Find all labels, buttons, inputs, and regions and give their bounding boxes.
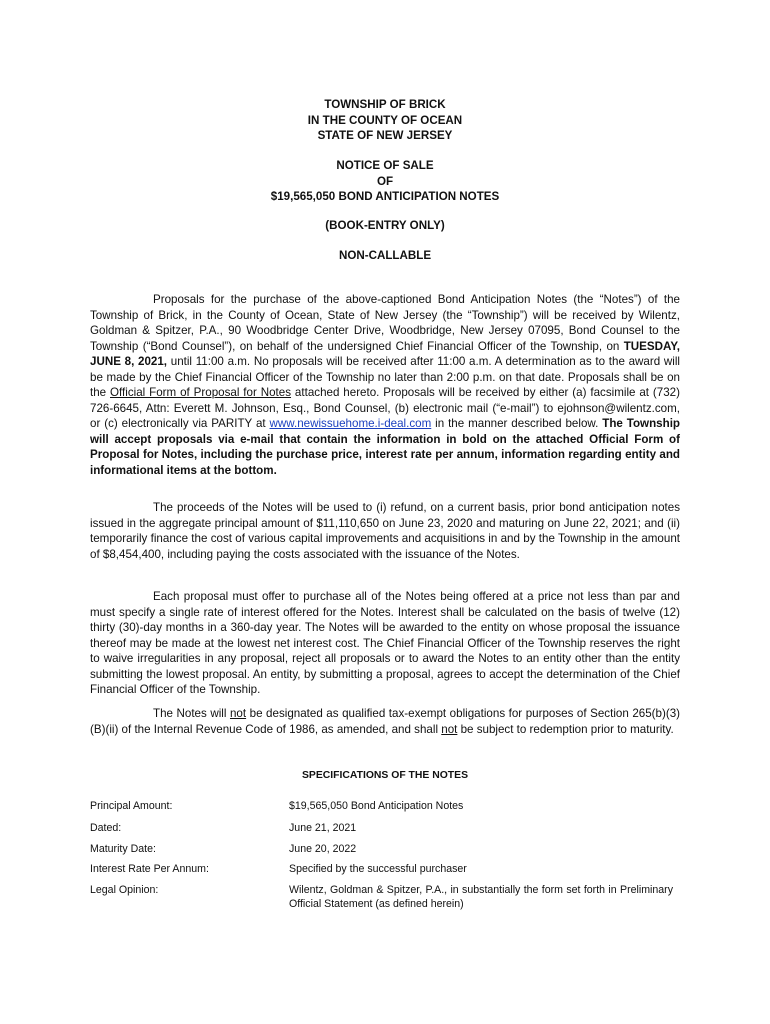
spec-label: Interest Rate Per Annum:	[90, 863, 209, 875]
spec-label: Dated:	[90, 822, 122, 834]
notice-heading	[0, 158, 770, 205]
specifications-title: SPECIFICATIONS OF THE NOTES	[301, 770, 469, 781]
tax-paragraph	[90, 706, 680, 737]
issuer-heading	[0, 97, 770, 144]
proceeds-paragraph	[90, 500, 680, 562]
not-emphasis: not	[441, 722, 458, 736]
proposal-terms-paragraph	[90, 589, 680, 698]
parity-link[interactable]: www.newissuehome.i-deal.com	[269, 417, 432, 431]
notice-subject: $19,565,050 BOND ANTICIPATION NOTES	[270, 190, 500, 203]
book-entry-label: (BOOK-ENTRY ONLY)	[325, 219, 445, 232]
book-entry-heading	[0, 218, 770, 234]
para4-text-e: be subject to redemption prior to maturity.	[457, 722, 674, 736]
notice-of: OF	[376, 174, 394, 188]
issuer-name: TOWNSHIP OF BRICK	[324, 98, 446, 111]
para1-text-g: in the manner described below.	[431, 417, 603, 431]
para1-text-c: until 11:00 a.m. No proposals will be received after 11:00 a.m. A determination as to the award will be made by the Chief Financial Officer of the Township no later than 2:00 p.m. on that date. Proposals shall be on the	[90, 355, 680, 400]
spec-label: Maturity Date:	[90, 843, 156, 855]
para1-text-e: attached hereto. Proposals will be received by either (a) facsimile at (732) 726-6645, Attn: Everett M. Johnson, Esq., Bond Counsel, (b) electronic mail (“e-mail”) to ejohnson@wilentz.com, or (c) electronically via PARITY at	[90, 386, 680, 431]
proposal-form-reference: Official Form of Proposal for Notes	[110, 386, 292, 400]
spec-value: $19,565,050 Bond Anticipation Notes	[289, 800, 464, 812]
callable-heading	[0, 248, 770, 264]
spec-value: June 20, 2022	[289, 843, 357, 855]
proposals-paragraph	[90, 292, 680, 479]
para4-text-a: The Notes will	[153, 707, 230, 720]
para1-text-a: Proposals for the purchase of the above-captioned Bond Anticipation Notes (the “Notes”) of the Township of Brick, in the County of Ocean, State of New Jersey (the “Township”) will be received by Wilentz, Goldman & Spitzer, P.A., 90 Woodbridge Center Drive, Woodbridge, New Jersey 07095, Bond Counsel to the Township (“Bond Counsel”), on behalf of the undersigned Chief Financial Officer of the Township, on	[90, 293, 680, 353]
not-emphasis: not	[229, 707, 247, 720]
spec-value: Wilentz, Goldman & Spitzer, P.A., in substantially the form set forth in Preliminary Official Statement (as defined herein)	[289, 884, 673, 910]
spec-label: Legal Opinion:	[90, 884, 159, 896]
email-proposal-notice: The Township will accept proposals via e-mail that contain the information in bold on the attached Official Form of Proposal for Notes, including the purchase price, interest rate per annum, information regarding entity and informational items at the bottom.	[90, 417, 680, 478]
spec-value: June 21, 2021	[289, 822, 357, 834]
para4-text-c: be designated as qualified tax-exempt obligations for purposes of Section 265(b)(3)(B)(ii) of the Internal Revenue Code of 1986, as amended, and shall	[90, 707, 681, 736]
notice-title: NOTICE OF SALE	[336, 159, 434, 172]
spec-label: Principal Amount:	[90, 800, 173, 812]
proposal-terms-text: Each proposal must offer to purchase all of the Notes being offered at a price not less than par and must specify a single rate of interest offered for the Notes. Interest shall be calculated on the basis of twelve (12) thirty (30)-day months in a 360-day year. The Notes will be awarded to the entity on whose proposal the issuance thereof may be made at the lowest net interest cost. The Chief Financial Officer of the Township reserves the right to waive irregularities in any proposal, reject all proposals or to award the Notes to an entity other than the entity submitting the lowest proposal. An entity, by submitting a proposal, agrees to accept the determination of the Chief Financial Officer of the Township.	[90, 590, 680, 697]
sale-date: TUESDAY, JUNE 8, 2021,	[90, 339, 680, 369]
county-line: IN THE COUNTY OF OCEAN	[307, 113, 463, 127]
spec-value: Specified by the successful purchaser	[289, 863, 467, 875]
proceeds-text: The proceeds of the Notes will be used to (i) refund, on a current basis, prior bond anticipation notes issued in the aggregate principal amount of $11,110,650 on June 23, 2020 and maturing on June 22, 2021; and (ii) temporarily finance the cost of various capital improvements and acquisitions in and by the Township in the amount of $8,454,400, including paying the costs associated with the issuance of the Notes.	[90, 501, 680, 561]
state-line: STATE OF NEW JERSEY	[317, 129, 453, 142]
non-callable-label: NON-CALLABLE	[338, 249, 432, 262]
